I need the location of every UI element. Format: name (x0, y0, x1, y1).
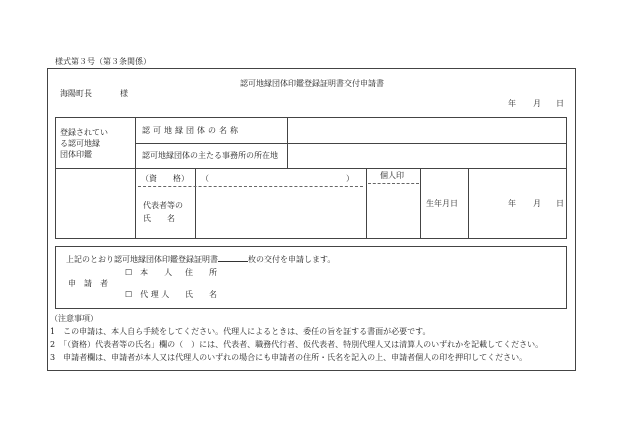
qualification-dashed-line (138, 186, 363, 187)
request-text-before: 上記のとおり認可地縁団体印鑑登録証明書 (66, 255, 218, 264)
personal-seal-label: 個人印 (380, 171, 404, 180)
note-1: 1 この申請は、本人自ら手続をしてください。代理人によるときは、委任の旨を証する書面が必要です。 (50, 327, 431, 336)
applicant-label: 申 請 者 (68, 279, 108, 288)
rep-name-label-2: 氏 名 (143, 214, 175, 223)
addressee: 海陽町長 (60, 89, 92, 98)
seal-dashed-line (368, 183, 419, 184)
registered-seal-label-3: 団体印鑑 (60, 150, 92, 159)
qualification-divider (195, 168, 196, 239)
row-divider-seal (55, 168, 567, 169)
seal-box-left (366, 168, 367, 239)
addressee-honorific: 様 (120, 89, 128, 98)
date-day-label: 日 (556, 99, 564, 108)
office-address-label: 認可地縁団体の主たる事務所の所在地 (142, 151, 278, 160)
option-self[interactable]: ☐ 本 人 (125, 268, 173, 277)
paren-open: （ (201, 174, 209, 183)
main-table (55, 117, 567, 239)
option-agent-field: 氏 名 (185, 290, 217, 299)
copies-blank[interactable] (218, 253, 248, 262)
birth-month-label: 月 (533, 199, 541, 208)
birth-year-label: 年 (508, 199, 516, 208)
request-text-after: 枚の交付を申請します。 (248, 255, 336, 264)
org-name-label: 認可地縁団体の名称 (142, 126, 241, 135)
date-month-label: 月 (533, 99, 541, 108)
date-year-label: 年 (508, 99, 516, 108)
registered-seal-label-1: 登録されてい (60, 128, 108, 137)
registered-seal-label-2: る認可地縁 (60, 139, 100, 148)
seal-column-divider (135, 117, 136, 239)
qualification-label: （資 格） (141, 174, 189, 183)
request-text (66, 253, 335, 264)
form-number: 様式第３号（第３条関係） (55, 57, 151, 66)
row-divider-name (135, 143, 567, 144)
note-2: 2 「（資格）代表者等の氏名」欄の（ ）には、代表者、職務代行者、仮代表者、特別代理人又は清算人のいずれかを記載してください。 (50, 340, 544, 349)
form-title: 認可地縁団体印鑑登録証明書交付申請書 (240, 79, 384, 88)
note-3: 3 申請者欄は、申請者が本人又は代理人のいずれの場合にも申請者の住所・氏名を記入の上、申請者個人の印を押印してください。 (50, 353, 528, 362)
rep-name-label-1: 代表者等の (143, 201, 183, 210)
birth-day-label: 日 (556, 199, 564, 208)
option-self-field: 住 所 (185, 268, 217, 277)
option-agent[interactable]: ☐ 代 理 人 (125, 290, 170, 299)
notes-heading: （注意事項） (50, 314, 98, 323)
paren-close: ） (346, 174, 354, 183)
label-column-divider (287, 117, 288, 168)
seal-box-right (420, 168, 421, 239)
birth-date-divider (468, 168, 469, 239)
birth-date-label: 生年月日 (426, 199, 458, 208)
